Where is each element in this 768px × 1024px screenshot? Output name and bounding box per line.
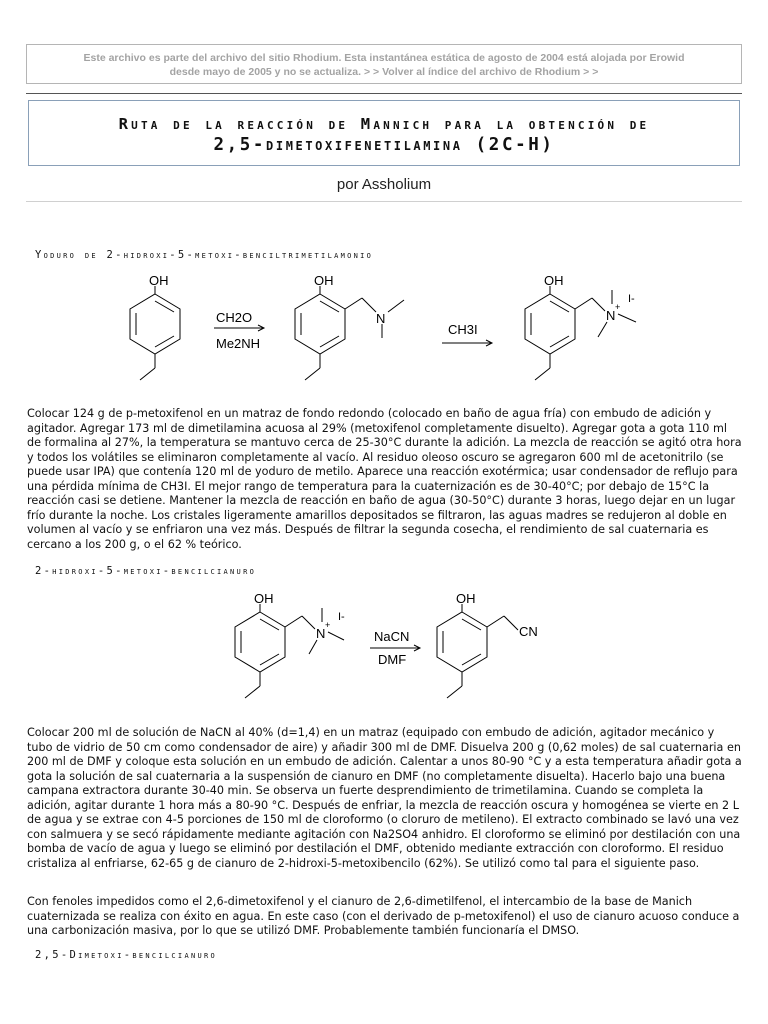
section1-heading: Yoduro de 2-hidroxi-5-metoxi-benciltrimetilamonio — [35, 249, 374, 261]
benzene-ring-e — [437, 612, 487, 672]
benzene-ring-d — [235, 612, 285, 672]
oh-label-e: OH — [456, 591, 476, 606]
section1-text: Colocar 124 g de p-metoxifenol en un matraz de fondo redondo (colocado en baño de agua fría) con embudo de adición y agitador. Agregar 173 ml de dimetilamina acuosa al 29% (metoxifenol completamente disuelto). Agregar gota a gota 110 ml de formalina al 27%, la temperatura se mantuvo cerca de 25-30°C durante la adición. La mezcla de reacción se agitó otra hora y todos los volátiles se eliminaron completamente al vacío. Al residuo oleoso oscuro se agregaron 600 ml de acetonitrilo (se puede usar IPA) que contenía 120 ml de yoduro de metilo. Aparece una reacción exotérmica; usar condensador de reflujo para una pérdida mínima de CH3I. El mejor rango de temperatura para la cuaternización es de 30-40°C; por debajo de 15°C la reacción casi se detiene. Mantener la mezcla de reacción en baño de agua (30-50°C) durante 3 horas, luego dejar en un lugar frío durante la noche. Los cristales ligeramente amarillos depositados se filtraron, las aguas madres se redujeron al doble en volumen al vacío y se enfriaron una vez más. Después de filtrar la segunda cosecha, el rendimiento de sal cuaternaria es cercano a los 200 g, o el 62 % teórico. — [27, 407, 742, 551]
reagent-me2nh: Me2NH — [216, 336, 261, 351]
n-label-b: N — [376, 311, 386, 326]
plus-charge-d: + — [325, 620, 331, 630]
section2-note: Con fenoles impedidos como el 2,6-dimetoxifenol y el cianuro de 2,6-dimetilfenol, el intercambio de la base de Manich cuaternizada se realiza con éxito en agua. En este caso (con el derivado de p-metoxifenol) el uso de cianuro acuoso conduce a una carbonización masiva, por lo que se utilizó DMF. Probablemente también funcionaría el DMSO. — [27, 895, 740, 937]
cn-label: CN — [519, 624, 538, 639]
oh-label-d: OH — [254, 591, 274, 606]
page-title-line2: 2,5-dimetoxifenetilamina (2C-H) — [213, 135, 555, 155]
reagent-ch2o: CH2O — [216, 310, 253, 325]
plus-charge-c: + — [615, 302, 621, 312]
archive-notice-line2[interactable]: desde mayo de 2005 y no se actualiza. > > Volver al índice del archivo de Rhodium > > — [169, 66, 599, 78]
n-label-c: N — [606, 308, 616, 323]
oh-label-b: OH — [314, 273, 334, 288]
iodide-label-c: I- — [628, 293, 635, 305]
oh-label-a: OH — [149, 273, 169, 288]
page-title-line1: Ruta de la reacción de Mannich para la obtención de — [118, 115, 650, 133]
reagent-dmf: DMF — [378, 652, 407, 667]
section2-heading: 2-hidroxi-5-metoxi-bencilcianuro — [35, 565, 257, 577]
iodide-label-d: I- — [338, 611, 345, 623]
oh-label-c: OH — [544, 273, 564, 288]
reagent-ch3i: CH3I — [448, 322, 478, 337]
section3-heading: 2,5-Dimetoxi-bencilcianuro — [35, 949, 218, 961]
n-label-d: N — [316, 626, 326, 641]
section2-text: Colocar 200 ml de solución de NaCN al 40% (d=1,4) en un matraz (equipado con embudo de adición, agitador mecánico y tubo de vidrio de 50 cm como condensador de aire) y añadir 300 ml de DMF. Disuelva 200 g (0,62 moles) de sal cuaternaria en 200 ml de DMF y coloque esta solución en un embudo de adición. Calentar a unos 80-90 °C y a esta temperatura añadir gota a gota la solución de sal cuaternaria a la suspensión de cianuro en DMF (no completamente disuelta). Hacerlo bajo una buena campana extractora durante 30-40 min. Se observa un fuerte desprendimiento de trimetilamina. Cuando se completa la adición, agitar durante 1 hora más a 80-90 °C. Después de enfriar, la mezcla de reacción oscura y homogénea se vierte en 2 L de agua y se extrae con 4-5 porciones de 150 ml de cloroformo (o cloruro de metileno). El extracto combinado se lavó una vez con salmuera y se secó rápidamente mediante agitación con Na2SO4 anhidro. El cloroformo se eliminó por destilación con una bomba de vacío de agua y luego se eliminó por destilación el DMF, obtenido mediante extracción con cloroformo. El residuo cristaliza al enfriarse, 62-65 g de cianuro de 2-hidroxi-5-metoxibencilo (62%). Se utilizó como tal para el siguiente paso. — [27, 726, 742, 870]
reagent-nacn: NaCN — [374, 629, 410, 644]
archive-notice-line1: Este archivo es parte del archivo del sitio Rhodium. Esta instantánea estática de agosto de 2004 está alojada por Erowid — [83, 52, 685, 64]
byline: por Assholium — [336, 176, 432, 193]
